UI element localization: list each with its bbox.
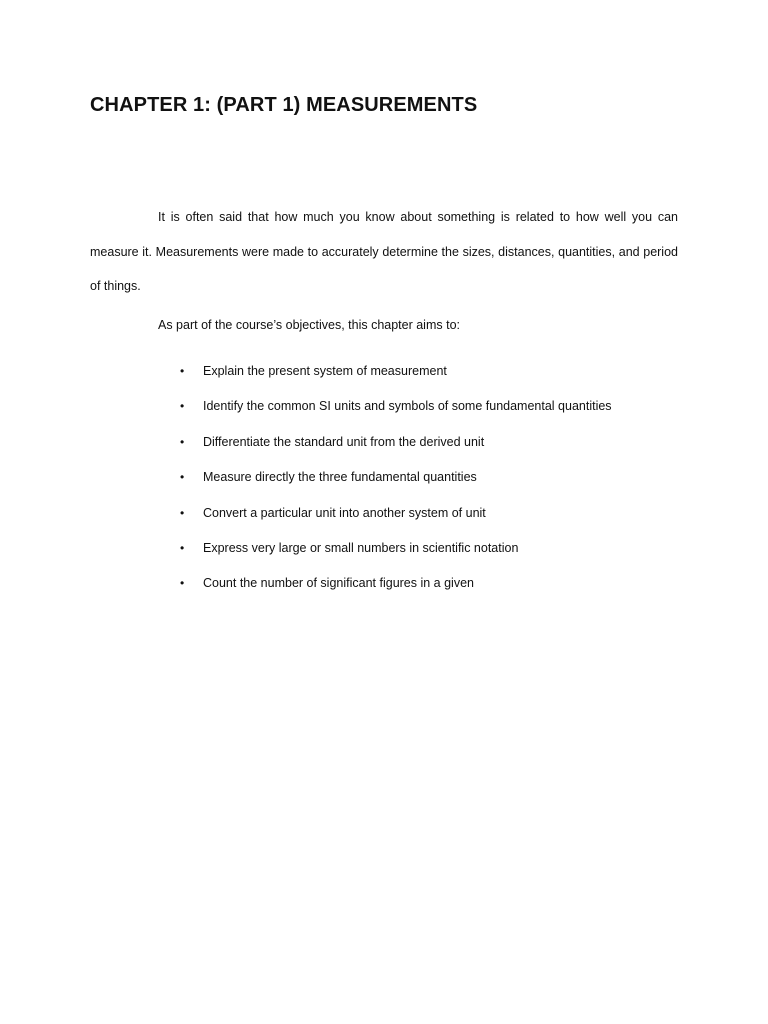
objective-text: Identify the common SI units and symbols of some fundamental quantities <box>203 399 612 414</box>
objectives-list <box>158 361 612 593</box>
aims-lead-text: As part of the course’s objectives, this chapter aims to: <box>158 318 460 332</box>
bullet-icon: • <box>180 576 185 591</box>
objective-item <box>158 573 612 593</box>
objective-text: Convert a particular unit into another system of unit <box>203 505 486 520</box>
bullet-icon: • <box>180 364 185 378</box>
objective-text: Count the number of significant figures in a given <box>203 576 474 591</box>
objective-text: Express very large or small numbers in scientific notation <box>203 540 519 555</box>
bullet-icon: • <box>180 470 185 485</box>
bullet-icon: • <box>180 434 185 449</box>
objective-item <box>158 538 612 558</box>
objective-item <box>158 361 612 381</box>
objective-item <box>158 467 612 487</box>
objective-item <box>158 503 612 523</box>
objective-text: Measure directly the three fundamental quantities <box>203 470 477 485</box>
objective-item <box>158 396 612 416</box>
bullet-icon: • <box>180 540 185 555</box>
objective-text: Differentiate the standard unit from the derived unit <box>203 434 485 449</box>
bullet-icon: • <box>180 399 185 414</box>
intro-paragraph: It is often said that how much you know about something is related to how well you can measure it. Measurements were made to accurately determine the sizes, distances, quantities, and period of things. <box>90 210 678 293</box>
chapter-title: CHAPTER 1: (PART 1) MEASUREMENTS <box>90 94 478 116</box>
objective-text: Explain the present system of measurement <box>203 364 447 378</box>
objective-item <box>158 432 612 452</box>
bullet-icon: • <box>180 505 185 520</box>
